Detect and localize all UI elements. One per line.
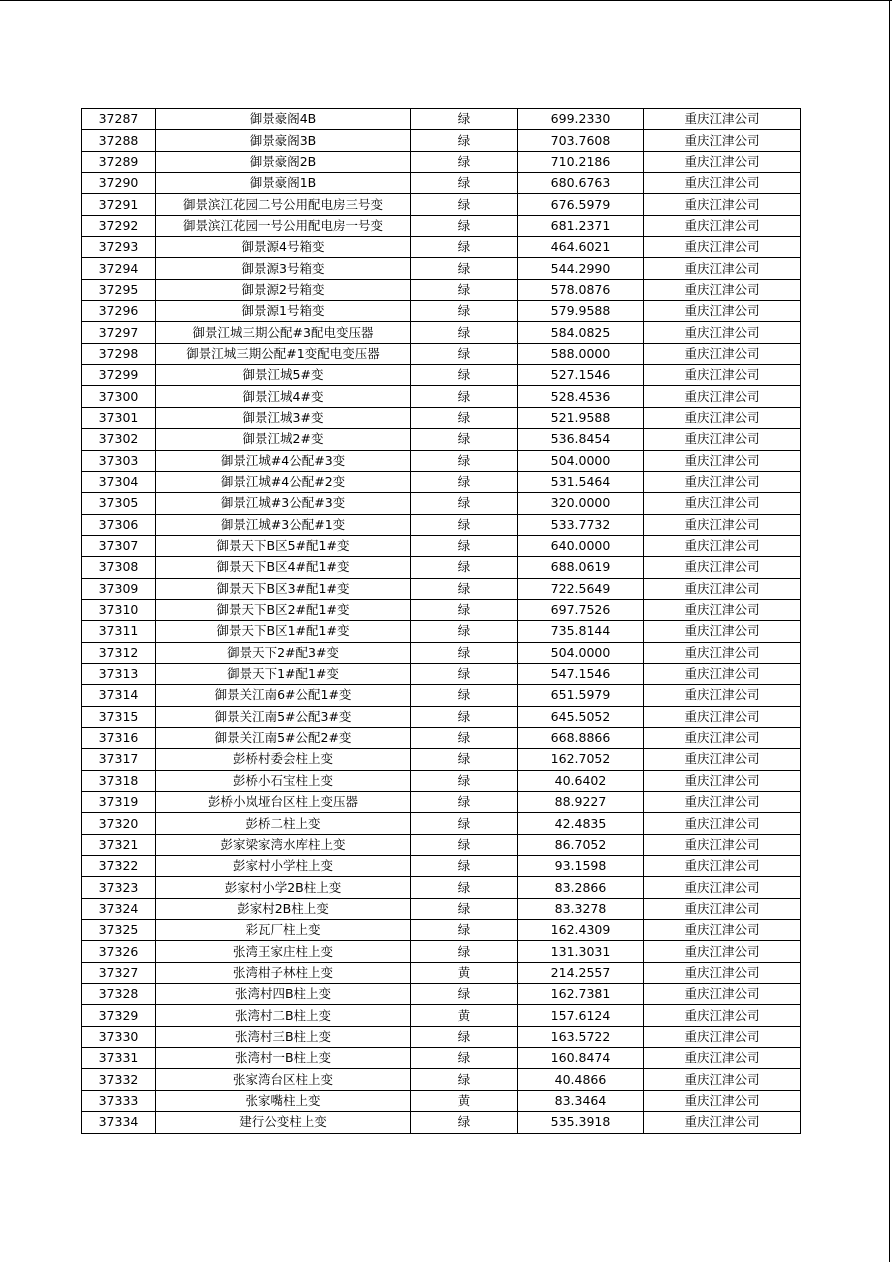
row-id-cell: 37330 xyxy=(82,1026,156,1047)
transformer-name-cell: 御景滨江花园一号公用配电房一号变 xyxy=(156,215,411,236)
company-cell: 重庆江津公司 xyxy=(644,727,801,748)
company-cell: 重庆江津公司 xyxy=(644,258,801,279)
status-color-cell: 绿 xyxy=(411,514,518,535)
table-row xyxy=(82,621,801,642)
status-color-cell: 绿 xyxy=(411,792,518,813)
company-cell: 重庆江津公司 xyxy=(644,920,801,941)
company-cell: 重庆江津公司 xyxy=(644,1112,801,1133)
table-row xyxy=(82,258,801,279)
transformer-name-cell: 张湾村二B柱上变 xyxy=(156,1005,411,1026)
status-color-cell: 黄 xyxy=(411,1090,518,1111)
transformer-name-cell: 彭家村小学柱上变 xyxy=(156,856,411,877)
company-cell: 重庆江津公司 xyxy=(644,685,801,706)
value-cell: 527.1546 xyxy=(518,365,644,386)
row-id-cell: 37289 xyxy=(82,151,156,172)
status-color-cell: 绿 xyxy=(411,834,518,855)
table-row xyxy=(82,365,801,386)
company-cell: 重庆江津公司 xyxy=(644,471,801,492)
transformer-name-cell: 御景江城#3公配#1变 xyxy=(156,514,411,535)
value-cell: 162.7052 xyxy=(518,749,644,770)
table-row xyxy=(82,1026,801,1047)
transformer-name-cell: 御景源2号箱变 xyxy=(156,279,411,300)
table-row xyxy=(82,685,801,706)
value-cell: 722.5649 xyxy=(518,578,644,599)
company-cell: 重庆江津公司 xyxy=(644,941,801,962)
company-cell: 重庆江津公司 xyxy=(644,642,801,663)
transformer-name-cell: 张湾村三B柱上变 xyxy=(156,1026,411,1047)
table-body xyxy=(82,109,801,1134)
transformer-name-cell: 彭桥村委会柱上变 xyxy=(156,749,411,770)
transformer-name-cell: 彩瓦厂柱上变 xyxy=(156,920,411,941)
value-cell: 163.5722 xyxy=(518,1026,644,1047)
table-row xyxy=(82,706,801,727)
company-cell: 重庆江津公司 xyxy=(644,578,801,599)
transformer-name-cell: 御景天下2#配3#变 xyxy=(156,642,411,663)
company-cell: 重庆江津公司 xyxy=(644,599,801,620)
transformer-name-cell: 张家湾台区柱上变 xyxy=(156,1069,411,1090)
value-cell: 535.3918 xyxy=(518,1112,644,1133)
company-cell: 重庆江津公司 xyxy=(644,1069,801,1090)
company-cell: 重庆江津公司 xyxy=(644,962,801,983)
status-color-cell: 黄 xyxy=(411,1005,518,1026)
value-cell: 504.0000 xyxy=(518,642,644,663)
status-color-cell: 绿 xyxy=(411,407,518,428)
status-color-cell: 绿 xyxy=(411,984,518,1005)
value-cell: 83.3464 xyxy=(518,1090,644,1111)
table-row xyxy=(82,1048,801,1069)
row-id-cell: 37328 xyxy=(82,984,156,1005)
value-cell: 83.2866 xyxy=(518,877,644,898)
company-cell: 重庆江津公司 xyxy=(644,1005,801,1026)
value-cell: 157.6124 xyxy=(518,1005,644,1026)
value-cell: 40.6402 xyxy=(518,770,644,791)
table-row xyxy=(82,792,801,813)
table-row xyxy=(82,898,801,919)
status-color-cell: 绿 xyxy=(411,749,518,770)
status-color-cell: 绿 xyxy=(411,727,518,748)
transformer-name-cell: 御景天下B区3#配1#变 xyxy=(156,578,411,599)
table-row xyxy=(82,813,801,834)
value-cell: 735.8144 xyxy=(518,621,644,642)
value-cell: 710.2186 xyxy=(518,151,644,172)
company-cell: 重庆江津公司 xyxy=(644,792,801,813)
table-row xyxy=(82,642,801,663)
transformer-name-cell: 御景滨江花园二号公用配电房三号变 xyxy=(156,194,411,215)
status-color-cell: 绿 xyxy=(411,429,518,450)
table-row xyxy=(82,194,801,215)
transformer-name-cell: 御景天下B区1#配1#变 xyxy=(156,621,411,642)
row-id-cell: 37315 xyxy=(82,706,156,727)
company-cell: 重庆江津公司 xyxy=(644,493,801,514)
value-cell: 584.0825 xyxy=(518,322,644,343)
transformer-name-cell: 御景江城4#变 xyxy=(156,386,411,407)
transformer-name-cell: 彭家梁家湾水库柱上变 xyxy=(156,834,411,855)
table-row xyxy=(82,941,801,962)
company-cell: 重庆江津公司 xyxy=(644,813,801,834)
status-color-cell: 绿 xyxy=(411,450,518,471)
row-id-cell: 37319 xyxy=(82,792,156,813)
table-row xyxy=(82,237,801,258)
transformer-name-cell: 御景源4号箱变 xyxy=(156,237,411,258)
row-id-cell: 37292 xyxy=(82,215,156,236)
status-color-cell: 绿 xyxy=(411,642,518,663)
status-color-cell: 绿 xyxy=(411,215,518,236)
row-id-cell: 37320 xyxy=(82,813,156,834)
value-cell: 699.2330 xyxy=(518,109,644,130)
transformer-table xyxy=(81,108,801,1134)
value-cell: 531.5464 xyxy=(518,471,644,492)
transformer-name-cell: 御景关江南5#公配3#变 xyxy=(156,706,411,727)
transformer-name-cell: 御景江城2#变 xyxy=(156,429,411,450)
transformer-name-cell: 御景豪阁2B xyxy=(156,151,411,172)
transformer-name-cell: 张湾王家庄柱上变 xyxy=(156,941,411,962)
status-color-cell: 绿 xyxy=(411,130,518,151)
row-id-cell: 37293 xyxy=(82,237,156,258)
company-cell: 重庆江津公司 xyxy=(644,749,801,770)
status-color-cell: 绿 xyxy=(411,599,518,620)
table-row xyxy=(82,856,801,877)
value-cell: 536.8454 xyxy=(518,429,644,450)
row-id-cell: 37288 xyxy=(82,130,156,151)
row-id-cell: 37327 xyxy=(82,962,156,983)
transformer-name-cell: 御景江城3#变 xyxy=(156,407,411,428)
value-cell: 579.9588 xyxy=(518,301,644,322)
status-color-cell: 绿 xyxy=(411,770,518,791)
status-color-cell: 绿 xyxy=(411,194,518,215)
status-color-cell: 绿 xyxy=(411,856,518,877)
status-color-cell: 绿 xyxy=(411,386,518,407)
value-cell: 697.7526 xyxy=(518,599,644,620)
transformer-name-cell: 御景关江南5#公配2#变 xyxy=(156,727,411,748)
table-row xyxy=(82,151,801,172)
transformer-name-cell: 张湾村一B柱上变 xyxy=(156,1048,411,1069)
company-cell: 重庆江津公司 xyxy=(644,322,801,343)
company-cell: 重庆江津公司 xyxy=(644,514,801,535)
transformer-name-cell: 御景江城#3公配#3变 xyxy=(156,493,411,514)
transformer-name-cell: 彭家村小学2B柱上变 xyxy=(156,877,411,898)
status-color-cell: 绿 xyxy=(411,557,518,578)
table-row xyxy=(82,407,801,428)
row-id-cell: 37332 xyxy=(82,1069,156,1090)
value-cell: 533.7732 xyxy=(518,514,644,535)
company-cell: 重庆江津公司 xyxy=(644,215,801,236)
transformer-name-cell: 彭桥二柱上变 xyxy=(156,813,411,834)
company-cell: 重庆江津公司 xyxy=(644,237,801,258)
row-id-cell: 37287 xyxy=(82,109,156,130)
company-cell: 重庆江津公司 xyxy=(644,343,801,364)
table-row xyxy=(82,109,801,130)
status-color-cell: 绿 xyxy=(411,621,518,642)
table-row xyxy=(82,173,801,194)
table-row xyxy=(82,301,801,322)
transformer-name-cell: 彭桥小岚垭台区柱上变压器 xyxy=(156,792,411,813)
value-cell: 651.5979 xyxy=(518,685,644,706)
status-color-cell: 绿 xyxy=(411,535,518,556)
company-cell: 重庆江津公司 xyxy=(644,770,801,791)
table-row xyxy=(82,727,801,748)
company-cell: 重庆江津公司 xyxy=(644,279,801,300)
company-cell: 重庆江津公司 xyxy=(644,1090,801,1111)
transformer-name-cell: 御景天下B区4#配1#变 xyxy=(156,557,411,578)
value-cell: 86.7052 xyxy=(518,834,644,855)
table-row xyxy=(82,1090,801,1111)
status-color-cell: 绿 xyxy=(411,279,518,300)
value-cell: 676.5979 xyxy=(518,194,644,215)
value-cell: 521.9588 xyxy=(518,407,644,428)
status-color-cell: 绿 xyxy=(411,151,518,172)
table-row xyxy=(82,322,801,343)
value-cell: 42.4835 xyxy=(518,813,644,834)
table-row xyxy=(82,557,801,578)
value-cell: 160.8474 xyxy=(518,1048,644,1069)
status-color-cell: 绿 xyxy=(411,920,518,941)
value-cell: 688.0619 xyxy=(518,557,644,578)
value-cell: 40.4866 xyxy=(518,1069,644,1090)
transformer-name-cell: 御景天下B区2#配1#变 xyxy=(156,599,411,620)
table-row xyxy=(82,493,801,514)
value-cell: 681.2371 xyxy=(518,215,644,236)
value-cell: 528.4536 xyxy=(518,386,644,407)
row-id-cell: 37291 xyxy=(82,194,156,215)
transformer-name-cell: 御景江城三期公配#1变配电变压器 xyxy=(156,343,411,364)
row-id-cell: 37318 xyxy=(82,770,156,791)
page-right-border xyxy=(889,0,890,1262)
company-cell: 重庆江津公司 xyxy=(644,663,801,684)
company-cell: 重庆江津公司 xyxy=(644,834,801,855)
status-color-cell: 绿 xyxy=(411,109,518,130)
status-color-cell: 绿 xyxy=(411,685,518,706)
company-cell: 重庆江津公司 xyxy=(644,151,801,172)
status-color-cell: 绿 xyxy=(411,578,518,599)
table-row xyxy=(82,1112,801,1133)
value-cell: 214.2557 xyxy=(518,962,644,983)
table-row xyxy=(82,770,801,791)
value-cell: 547.1546 xyxy=(518,663,644,684)
company-cell: 重庆江津公司 xyxy=(644,429,801,450)
company-cell: 重庆江津公司 xyxy=(644,173,801,194)
table-row xyxy=(82,514,801,535)
row-id-cell: 37312 xyxy=(82,642,156,663)
row-id-cell: 37317 xyxy=(82,749,156,770)
table-row xyxy=(82,450,801,471)
status-color-cell: 绿 xyxy=(411,941,518,962)
status-color-cell: 黄 xyxy=(411,962,518,983)
status-color-cell: 绿 xyxy=(411,663,518,684)
status-color-cell: 绿 xyxy=(411,322,518,343)
status-color-cell: 绿 xyxy=(411,1069,518,1090)
row-id-cell: 37302 xyxy=(82,429,156,450)
transformer-name-cell: 御景天下B区5#配1#变 xyxy=(156,535,411,556)
company-cell: 重庆江津公司 xyxy=(644,856,801,877)
company-cell: 重庆江津公司 xyxy=(644,1048,801,1069)
row-id-cell: 37316 xyxy=(82,727,156,748)
company-cell: 重庆江津公司 xyxy=(644,194,801,215)
row-id-cell: 37305 xyxy=(82,493,156,514)
table-row xyxy=(82,535,801,556)
table-row xyxy=(82,663,801,684)
value-cell: 83.3278 xyxy=(518,898,644,919)
status-color-cell: 绿 xyxy=(411,365,518,386)
value-cell: 668.8866 xyxy=(518,727,644,748)
status-color-cell: 绿 xyxy=(411,1112,518,1133)
company-cell: 重庆江津公司 xyxy=(644,407,801,428)
table-row xyxy=(82,984,801,1005)
company-cell: 重庆江津公司 xyxy=(644,109,801,130)
value-cell: 640.0000 xyxy=(518,535,644,556)
transformer-name-cell: 御景源3号箱变 xyxy=(156,258,411,279)
row-id-cell: 37290 xyxy=(82,173,156,194)
company-cell: 重庆江津公司 xyxy=(644,877,801,898)
transformer-name-cell: 御景豪阁3B xyxy=(156,130,411,151)
transformer-name-cell: 御景天下1#配1#变 xyxy=(156,663,411,684)
table-row xyxy=(82,386,801,407)
row-id-cell: 37294 xyxy=(82,258,156,279)
status-color-cell: 绿 xyxy=(411,706,518,727)
company-cell: 重庆江津公司 xyxy=(644,535,801,556)
transformer-name-cell: 御景江城5#变 xyxy=(156,365,411,386)
status-color-cell: 绿 xyxy=(411,471,518,492)
company-cell: 重庆江津公司 xyxy=(644,386,801,407)
row-id-cell: 37297 xyxy=(82,322,156,343)
value-cell: 88.9227 xyxy=(518,792,644,813)
transformer-name-cell: 御景江城三期公配#3配电变压器 xyxy=(156,322,411,343)
transformer-name-cell: 御景源1号箱变 xyxy=(156,301,411,322)
value-cell: 504.0000 xyxy=(518,450,644,471)
company-cell: 重庆江津公司 xyxy=(644,557,801,578)
value-cell: 588.0000 xyxy=(518,343,644,364)
row-id-cell: 37311 xyxy=(82,621,156,642)
table-row xyxy=(82,343,801,364)
value-cell: 93.1598 xyxy=(518,856,644,877)
table-row xyxy=(82,1069,801,1090)
row-id-cell: 37333 xyxy=(82,1090,156,1111)
company-cell: 重庆江津公司 xyxy=(644,706,801,727)
table-row xyxy=(82,599,801,620)
company-cell: 重庆江津公司 xyxy=(644,450,801,471)
row-id-cell: 37301 xyxy=(82,407,156,428)
row-id-cell: 37303 xyxy=(82,450,156,471)
company-cell: 重庆江津公司 xyxy=(644,621,801,642)
status-color-cell: 绿 xyxy=(411,301,518,322)
row-id-cell: 37309 xyxy=(82,578,156,599)
value-cell: 703.7608 xyxy=(518,130,644,151)
value-cell: 131.3031 xyxy=(518,941,644,962)
row-id-cell: 37295 xyxy=(82,279,156,300)
table-row xyxy=(82,130,801,151)
value-cell: 464.6021 xyxy=(518,237,644,258)
row-id-cell: 37310 xyxy=(82,599,156,620)
table-row xyxy=(82,920,801,941)
transformer-name-cell: 御景江城#4公配#2变 xyxy=(156,471,411,492)
transformer-name-cell: 张湾村四B柱上变 xyxy=(156,984,411,1005)
row-id-cell: 37322 xyxy=(82,856,156,877)
row-id-cell: 37324 xyxy=(82,898,156,919)
row-id-cell: 37323 xyxy=(82,877,156,898)
row-id-cell: 37314 xyxy=(82,685,156,706)
status-color-cell: 绿 xyxy=(411,877,518,898)
table-row xyxy=(82,578,801,599)
table-row xyxy=(82,279,801,300)
company-cell: 重庆江津公司 xyxy=(644,301,801,322)
status-color-cell: 绿 xyxy=(411,493,518,514)
value-cell: 578.0876 xyxy=(518,279,644,300)
status-color-cell: 绿 xyxy=(411,898,518,919)
company-cell: 重庆江津公司 xyxy=(644,984,801,1005)
row-id-cell: 37308 xyxy=(82,557,156,578)
value-cell: 544.2990 xyxy=(518,258,644,279)
row-id-cell: 37298 xyxy=(82,343,156,364)
row-id-cell: 37329 xyxy=(82,1005,156,1026)
company-cell: 重庆江津公司 xyxy=(644,1026,801,1047)
table-row xyxy=(82,471,801,492)
status-color-cell: 绿 xyxy=(411,258,518,279)
status-color-cell: 绿 xyxy=(411,343,518,364)
status-color-cell: 绿 xyxy=(411,173,518,194)
row-id-cell: 37334 xyxy=(82,1112,156,1133)
page-top-border xyxy=(0,0,892,1)
company-cell: 重庆江津公司 xyxy=(644,898,801,919)
row-id-cell: 37331 xyxy=(82,1048,156,1069)
row-id-cell: 37306 xyxy=(82,514,156,535)
transformer-name-cell: 建行公变柱上变 xyxy=(156,1112,411,1133)
value-cell: 162.4309 xyxy=(518,920,644,941)
table-row xyxy=(82,1005,801,1026)
row-id-cell: 37300 xyxy=(82,386,156,407)
transformer-name-cell: 彭桥小石宝柱上变 xyxy=(156,770,411,791)
table-row xyxy=(82,215,801,236)
transformer-name-cell: 彭家村2B柱上变 xyxy=(156,898,411,919)
table-row xyxy=(82,962,801,983)
value-cell: 645.5052 xyxy=(518,706,644,727)
table-row xyxy=(82,429,801,450)
table-row xyxy=(82,877,801,898)
row-id-cell: 37299 xyxy=(82,365,156,386)
transformer-name-cell: 御景豪阁1B xyxy=(156,173,411,194)
status-color-cell: 绿 xyxy=(411,1026,518,1047)
row-id-cell: 37313 xyxy=(82,663,156,684)
row-id-cell: 37325 xyxy=(82,920,156,941)
row-id-cell: 37326 xyxy=(82,941,156,962)
transformer-name-cell: 御景关江南6#公配1#变 xyxy=(156,685,411,706)
row-id-cell: 37304 xyxy=(82,471,156,492)
status-color-cell: 绿 xyxy=(411,813,518,834)
transformer-name-cell: 张湾柑子林柱上变 xyxy=(156,962,411,983)
row-id-cell: 37296 xyxy=(82,301,156,322)
company-cell: 重庆江津公司 xyxy=(644,365,801,386)
company-cell: 重庆江津公司 xyxy=(644,130,801,151)
value-cell: 162.7381 xyxy=(518,984,644,1005)
row-id-cell: 37307 xyxy=(82,535,156,556)
value-cell: 320.0000 xyxy=(518,493,644,514)
status-color-cell: 绿 xyxy=(411,1048,518,1069)
table-row xyxy=(82,749,801,770)
table-row xyxy=(82,834,801,855)
value-cell: 680.6763 xyxy=(518,173,644,194)
status-color-cell: 绿 xyxy=(411,237,518,258)
transformer-name-cell: 御景豪阁4B xyxy=(156,109,411,130)
transformer-name-cell: 御景江城#4公配#3变 xyxy=(156,450,411,471)
row-id-cell: 37321 xyxy=(82,834,156,855)
transformer-name-cell: 张家嘴柱上变 xyxy=(156,1090,411,1111)
